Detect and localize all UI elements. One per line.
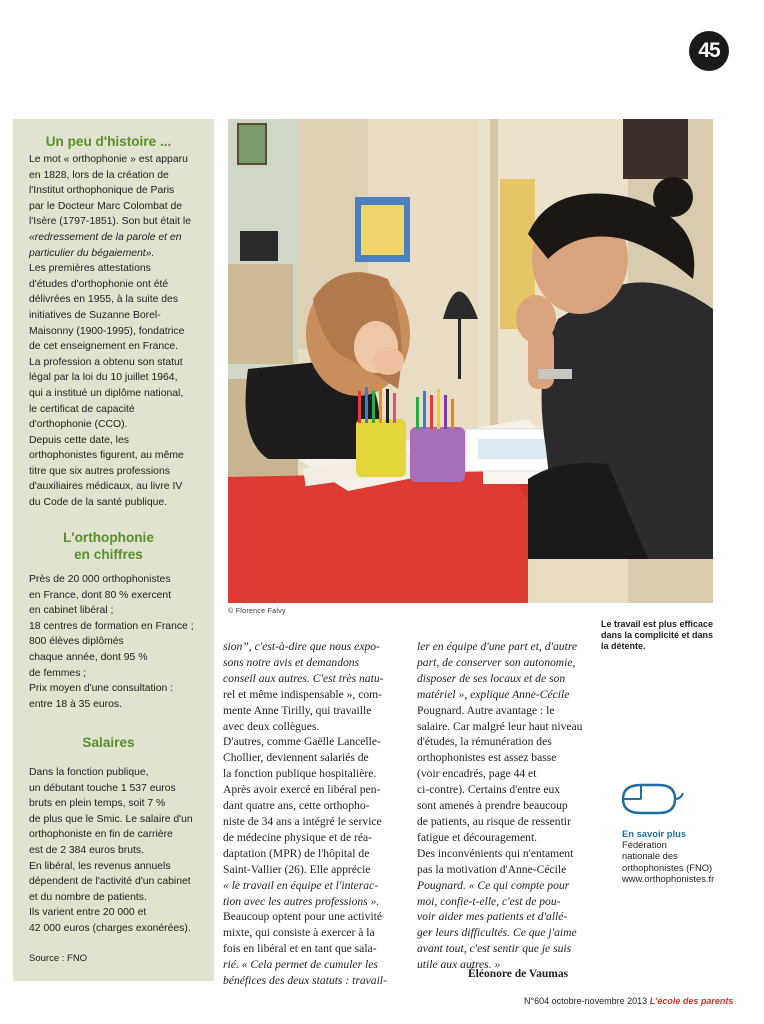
photo-illustration xyxy=(228,119,713,603)
sidebar-box xyxy=(13,119,214,981)
article-line: rié. « Cela permet de cumuler les xyxy=(223,958,378,972)
article-line: avant tout, c'est sentir que je suis xyxy=(417,942,572,956)
history-line: Les premières attestations xyxy=(29,263,151,275)
article-line: Chollier, deviennent salariés de xyxy=(223,751,369,765)
history-line: orthophonistes figurent, au même xyxy=(29,450,184,462)
numbers-section xyxy=(29,529,204,712)
article-line: fatigue et découragement. xyxy=(417,830,538,844)
article-line: bénéfices des deux statuts : travail- xyxy=(223,974,387,988)
article-line: moi, confie-t-elle, c'est de pou- xyxy=(417,894,561,908)
article-line: avec deux collègues. xyxy=(223,719,320,733)
history-line: initiatives de Suzanne Borel- xyxy=(29,309,161,321)
article-line: matériel », explique Anne-Cécile xyxy=(417,687,570,701)
history-line: du Code de la santé publique. xyxy=(29,497,168,509)
article-line: Saint-Vallier (26). Elle apprécie xyxy=(223,862,371,876)
computer-mouse-icon xyxy=(619,779,685,819)
salaries-line: et du nombre de patients. xyxy=(29,891,147,903)
article-line: « le travail en équipe et l'interac- xyxy=(223,878,379,892)
article-line: Pougnard. Autre avantage : le xyxy=(417,703,555,717)
article-line: D'autres, comme Gaëlle Lancelle- xyxy=(223,735,381,749)
history-line: qui a institué un diplôme national, xyxy=(29,387,184,399)
photo-credit: © Florence Falvy xyxy=(228,608,286,615)
numbers-line: Près de 20 000 orthophonistes xyxy=(29,574,171,585)
history-line: d'auxiliaires médicaux, au livre IV xyxy=(29,481,183,493)
salaries-title: Salaires xyxy=(82,735,135,750)
history-line: par le Docteur Marc Colombat de xyxy=(29,200,183,212)
article-line: Pougnard. « Ce qui compte pour xyxy=(417,878,570,892)
salaries-line: de plus que le Smic. Le salaire d'un xyxy=(29,813,193,825)
history-line: le certificat de capacité xyxy=(29,403,135,415)
article-line: (voir encadrés, page 44 et xyxy=(417,767,537,781)
photo-caption: Le travail est plus efficace dans la complicité et dans la détente. xyxy=(601,619,714,651)
article-line: salaire. Car malgré leur haut niveau xyxy=(417,719,583,733)
more-info-line: Fédération xyxy=(622,839,667,851)
numbers-line: 800 élèves diplômés xyxy=(29,636,124,648)
salaries-line: bruts en plein temps, soit 7 % xyxy=(29,798,166,810)
history-line: particulier du bégaiement». xyxy=(29,247,155,259)
history-line: Maisonny (1900-1995), fondatrice xyxy=(29,325,185,337)
article-line: orthophonistes est assez basse xyxy=(417,751,557,765)
history-line: d'orthophonie (CCO). xyxy=(29,419,128,431)
article-line: ler en équipe d'une part et, d'autre xyxy=(417,640,578,653)
article-line: conseil aux autres. C'est très natu- xyxy=(223,671,384,685)
numbers-title: L'orthophonie en chiffres xyxy=(63,530,154,562)
article-line: Après avoir exercé en libéral pen- xyxy=(223,783,381,797)
numbers-line: en France, dont 80 % exercent xyxy=(29,589,172,601)
history-line: d'études d'orthophonie ont été xyxy=(29,278,169,290)
salaries-line: un débutant touche 1 537 euros xyxy=(29,782,176,794)
article-line: utile aux autres. » xyxy=(417,958,501,972)
salaries-line: Dans la fonction publique, xyxy=(29,767,149,778)
salaries-line: Ils varient entre 20 000 et xyxy=(29,907,147,919)
article-line: voir aider mes patients et d'allé- xyxy=(417,910,568,924)
more-info-box xyxy=(622,828,714,884)
history-line: La profession a obtenu son statut xyxy=(29,356,183,368)
salaries-line: orthophoniste en fin de carrière xyxy=(29,829,173,841)
article-line: de médecine physique et de réa- xyxy=(223,830,373,844)
article-line: part, de conserver son autonomie, xyxy=(417,655,576,669)
salaries-line: dépendent de l'activité d'un cabinet xyxy=(29,876,191,888)
history-line: l'Isère (1797-1851). Son but était le xyxy=(29,216,191,228)
salaries-line: est de 2 384 euros bruts. xyxy=(29,844,144,856)
source-note: Source : FNO xyxy=(29,952,88,964)
article-line: rel et même indispensable », com- xyxy=(223,687,383,701)
history-line: titre que six autres professions xyxy=(29,465,170,477)
article-line: dant quatre ans, cette orthopho- xyxy=(223,799,370,813)
numbers-line: 18 centres de formation en France ; xyxy=(29,620,194,632)
article-column-2 xyxy=(417,639,593,973)
article-line: ger leurs difficultés. Ce que j'aime xyxy=(417,926,577,940)
history-line: Depuis cette date, les xyxy=(29,434,129,446)
salaries-line: 42 000 euros (charges exonérées). xyxy=(29,922,191,934)
article-line: daptation (MPR) de l'hôpital de xyxy=(223,846,370,860)
more-info-line: orthophonistes (FNO) xyxy=(622,861,713,873)
numbers-line: entre 18 à 35 euros. xyxy=(29,698,123,710)
more-info-link[interactable]: www.orthophonistes.fr xyxy=(622,872,715,884)
article-line: d'études, la rémunération des xyxy=(417,735,552,749)
history-line: légal par la loi du 10 juillet 1964, xyxy=(29,372,178,384)
article-column-1 xyxy=(223,639,399,989)
history-line: l'Institut orthophonique de Paris xyxy=(29,185,175,197)
history-text xyxy=(29,152,204,511)
article-line: niste de 34 ans a intégré le service xyxy=(223,814,382,828)
history-line: «redressement de la parole et en xyxy=(29,231,182,243)
salaries-text xyxy=(29,765,204,966)
numbers-line: en cabinet libéral ; xyxy=(29,605,114,617)
history-line: en 1828, lors de la création de xyxy=(29,169,169,181)
article-line: sons notre avis et demandons xyxy=(223,655,360,669)
numbers-text xyxy=(29,572,204,712)
article-line: pas la motivation d'Anne-Cécile xyxy=(417,862,567,876)
magazine-name: L'école des parents xyxy=(649,996,734,1006)
page-footer xyxy=(524,996,733,1006)
page-number: 45 xyxy=(689,31,729,71)
article-line: de patients, au risque de ressentir xyxy=(417,814,571,828)
article-line: fois en libéral et en tant que sala- xyxy=(223,942,377,956)
article-line: mixte, qui consiste à exercer à la xyxy=(223,926,375,940)
salaries-line: En libéral, les revenus annuels xyxy=(29,860,171,872)
article-line: Des inconvénients qui n'entament xyxy=(417,846,574,860)
numbers-line: Prix moyen d'une consultation : xyxy=(29,683,174,695)
article-line: tion avec les autres professions ». xyxy=(223,894,380,908)
more-info-title: En savoir plus xyxy=(622,828,687,839)
article-line: sion”, c'est-à-dire que nous expo- xyxy=(223,640,380,653)
salaries-section xyxy=(29,734,204,966)
history-title: Un peu d'histoire ... xyxy=(45,134,172,149)
article-author: Éléonore de Vaumas xyxy=(468,968,569,980)
history-section xyxy=(29,133,204,511)
article-line: ci-contre). Certains d'entre eux xyxy=(417,783,561,797)
numbers-line: chaque année, dont 95 % xyxy=(29,651,148,663)
article-line: disposer de ses locaux et de son xyxy=(417,671,566,685)
article-line: la fonction publique hospitalière. xyxy=(223,767,377,781)
article-line: sont amenés à prendre beaucoup xyxy=(417,799,568,813)
issue-info: N°604 octobre-novembre 2013 xyxy=(524,996,648,1006)
article-line: mente Anne Tirilly, qui travaille xyxy=(223,703,372,717)
article-photo xyxy=(228,119,713,603)
history-line: de cet enseignement en France. xyxy=(29,341,179,353)
history-line: Le mot « orthophonie » est apparu xyxy=(29,154,188,165)
numbers-line: de femmes ; xyxy=(29,667,87,679)
history-line: délivrées en 1955, à la suite des xyxy=(29,294,179,306)
more-info-line: nationale des xyxy=(622,850,678,862)
article-line: Beaucoup optent pour une activité xyxy=(223,910,383,924)
